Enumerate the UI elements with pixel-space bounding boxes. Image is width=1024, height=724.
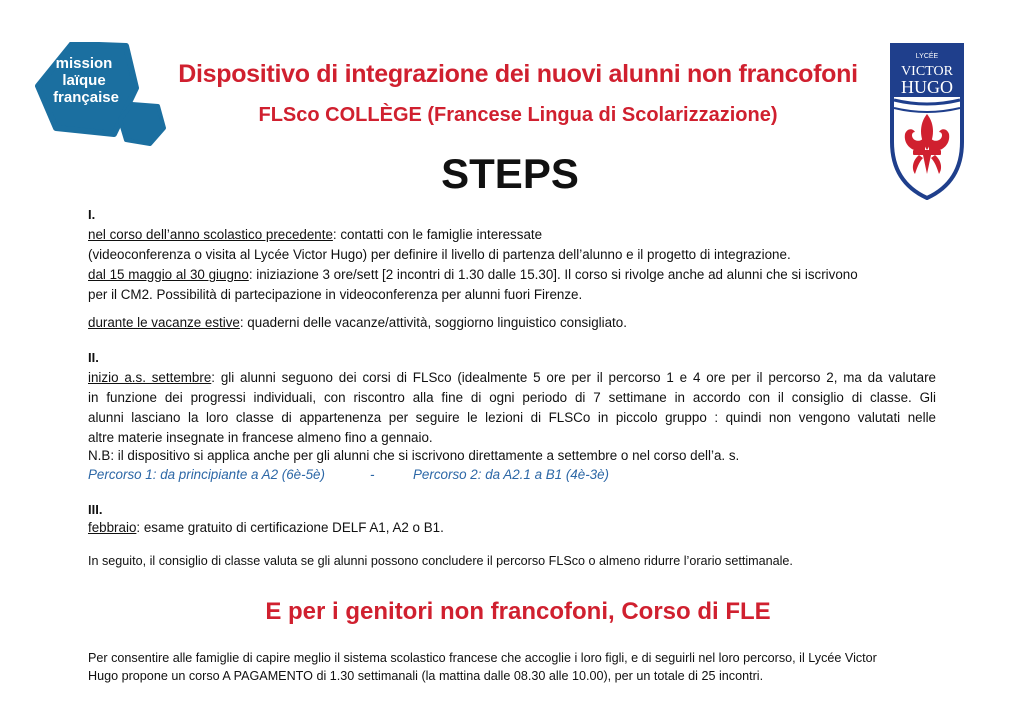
logo-lycee-text: LYCÉE (915, 53, 939, 60)
section-1-line-1 (88, 225, 948, 245)
logo-line-2: laïque (62, 72, 106, 89)
section-1-text-1: : contatti con le famiglie interessate (332, 227, 543, 242)
mission-laique-francaise-logo (34, 42, 169, 147)
section-1-period-3: durante le vacanze estive (88, 315, 240, 330)
logo-hugo-text: HUGO (901, 77, 953, 97)
section-2-line-4: altre materie insegnate in francese almeno fino a gennaio. (88, 430, 433, 445)
logo-victor-text: VICTOR (901, 64, 953, 79)
section-1-period-2: dal 15 maggio al 30 giugno (88, 267, 249, 282)
section-2-period-1: inizio a.s. settembre (88, 370, 212, 385)
section-1-period-1: nel corso dell’anno scolastico precedente (88, 227, 333, 242)
percorso-separator: - (370, 467, 375, 482)
steps-heading: STEPS (441, 150, 579, 197)
section-1-text-5: : quaderni delle vacanze/attività, soggiorno linguistico consigliato. (239, 315, 627, 330)
section-2-line-5: N.B: il dispositivo si applica anche per gli alunni che si iscrivono direttamente a settembre o nel corso dell’a. s. (88, 448, 740, 463)
section-1-line-4: per il CM2. Possibilità di partecipazione in videoconferenza per alunni fuori Firenze. (88, 287, 583, 302)
section-3-text-1: : esame gratuito di certificazione DELF A1, A2 o B1. (136, 520, 444, 535)
section-3-period-1: febbraio (88, 520, 137, 535)
section-2-numeral: II. (88, 350, 99, 365)
logo-line-1: mission (55, 55, 113, 72)
section-2-line-1 (88, 368, 936, 388)
page-title: Dispositivo di integrazione dei nuovi alunni non francofoni (178, 60, 858, 88)
section-1-line-3 (88, 265, 948, 285)
section-1-line-2: (videoconferenza o visita al Lycée Victor Hugo) per definire il livello di partenza dell’alunno e il progetto di integrazione. (88, 247, 791, 262)
page-subtitle: FLSco COLLÈGE (Francese Lingua di Scolarizzazione) (258, 104, 778, 126)
percorso-2: Percorso 2: da A2.1 a B1 (4è-3è) (413, 467, 610, 482)
section-3-line-2: In seguito, il consiglio di classe valuta se gli alunni possono concludere il percorso FLSco o almeno ridurre l’orario settimanale. (88, 554, 793, 568)
parents-line-2: Hugo propone un corso A PAGAMENTO di 1.30 settimanali (la mattina dalle 08.30 alle 10.00), per un totale di 25 incontri. (88, 669, 764, 683)
section-2-line-2: in funzione dei progressi individuali, con riscontro alla fine di ogni periodo di 7 settimane in accordo con il consiglio di classe. Gli (88, 390, 936, 405)
section-1-text-3: : iniziazione 3 ore/sett [2 incontri di 1.30 dalle 15.30]. Il corso si rivolge anche ad alunni che si iscrivono (248, 267, 858, 282)
section-2-text-1: : gli alunni seguono dei corsi di FLSco (idealmente 5 ore per il percorso 1 e 4 ore per il percorso 2, ma da valutare (211, 370, 937, 385)
section-3-line-1 (88, 518, 948, 538)
section-1-numeral: I. (88, 207, 96, 222)
section-3-numeral: III. (88, 502, 103, 517)
lycee-victor-hugo-logo (889, 42, 965, 200)
logo-line-3: française (53, 89, 119, 106)
parents-section-title: E per i genitori non francofoni, Corso di FLE (265, 598, 771, 625)
section-1-line-5 (88, 313, 948, 333)
section-2-line-3: alunni lasciano la loro classe di appartenenza per seguire le lezioni di FLSCo in piccolo gruppo : quindi non vengono valutati nelle (88, 410, 936, 425)
logo-hexagon-small (120, 104, 164, 144)
parents-line-1: Per consentire alle famiglie di capire meglio il sistema scolastico francese che accoglie i loro figli, e di seguirli nel loro percorso, il Lycée Victor (88, 651, 877, 665)
percorso-1: Percorso 1: da principiante a A2 (6è-5è) (88, 467, 325, 482)
